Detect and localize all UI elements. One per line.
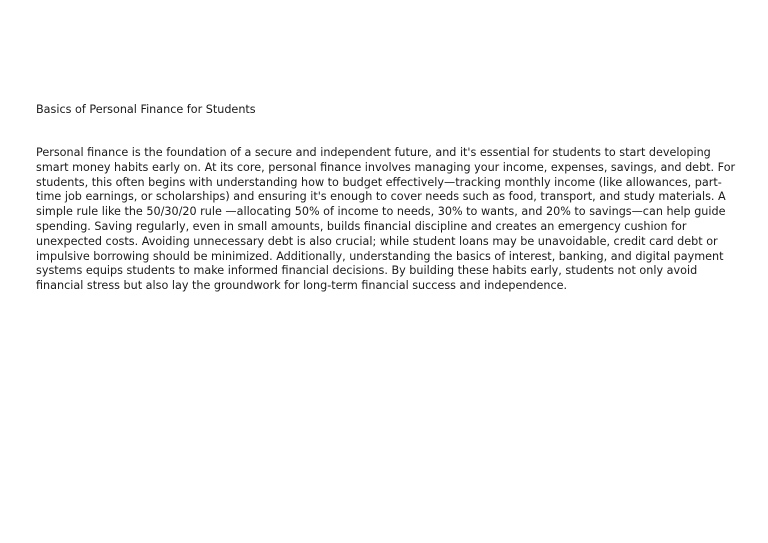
document-title: Basics of Personal Finance for Students xyxy=(36,103,256,116)
document-body-paragraph: Personal finance is the foundation of a secure and independent future, and it's essential for students to start developing smart money habits early on. At its core, personal finance involves managing your income, expenses, savings, and debt. For students, this often begins with understanding how to budget effectively—tracking monthly income (like allowances, part-time job earnings, or scholarships) and ensuring it's enough to cover needs such as food, transport, and study materials. A simple rule like the 50/30/20 rule —allocating 50% of income to needs, 30% to wants, and 20% to savings—can help guide spending. Saving regularly, even in small amounts, builds financial discipline and creates an emergency cushion for unexpected costs. Avoiding unnecessary debt is also crucial; while student loans may be unavoidable, credit card debt or impulsive borrowing should be minimized. Additionally, understanding the basics of interest, banking, and digital payment systems equips students to make informed financial decisions. By building these habits early, students not only avoid financial stress but also lay the groundwork for long-term financial success and independence. xyxy=(36,146,736,293)
